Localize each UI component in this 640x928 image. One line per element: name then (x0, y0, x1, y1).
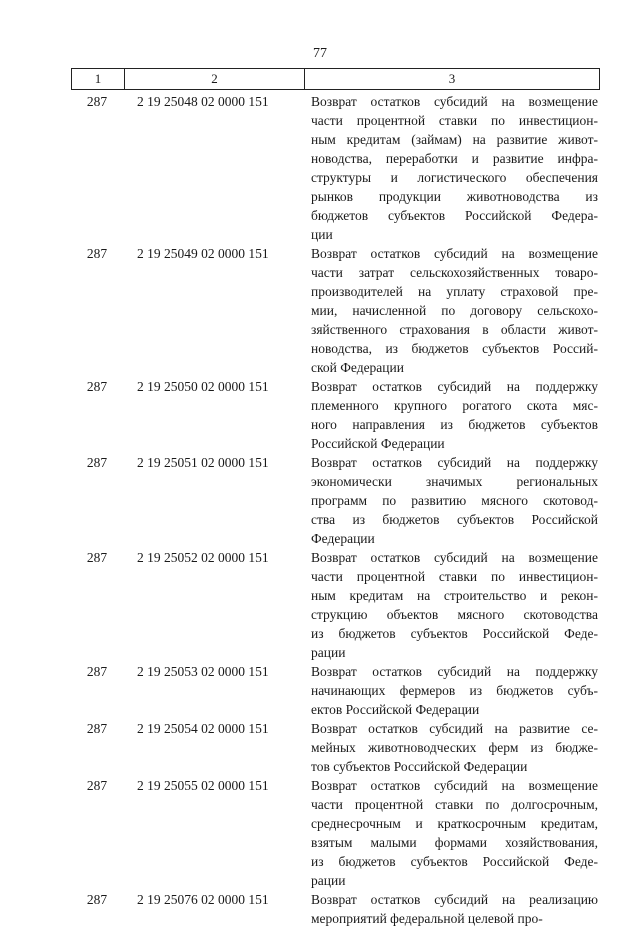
row-budget-code: 2 19 25054 02 0000 151 (137, 721, 269, 736)
row-budget-code: 2 19 25076 02 0000 151 (137, 892, 269, 907)
description-line: струкцию объектов мясного скотоводства (311, 607, 598, 622)
description-line: Федерации (311, 531, 375, 546)
description-line: из бюджетов субъектов Российской Феде- (311, 854, 598, 869)
description-line: новодства, из бюджетов субъектов Россий- (311, 341, 598, 356)
description-line: Возврат остатков субсидий на поддержку (311, 379, 598, 394)
description-line: части затрат сельскохозяйственных товаро- (311, 265, 598, 280)
row-description (311, 377, 598, 453)
description-line: новодства, переработки и развитие инфра- (311, 151, 598, 166)
row-code-1: 287 (86, 379, 108, 394)
description-line: ции (311, 227, 333, 242)
description-line: мии, начисленной по договору сельскохо- (311, 303, 598, 318)
description-line: Возврат остатков субсидий на возмещение (311, 94, 598, 109)
row-code-1: 287 (86, 778, 108, 793)
row-budget-code: 2 19 25049 02 0000 151 (137, 246, 269, 261)
table-row (71, 92, 600, 244)
description-line: ства из бюджетов субъектов Российской (311, 512, 598, 527)
row-budget-code: 2 19 25048 02 0000 151 (137, 94, 269, 109)
description-line: экономически значимых региональных (311, 474, 598, 489)
description-line: программ по развитию мясного скотовод- (311, 493, 598, 508)
description-line: мероприятий федеральной целевой про- (311, 911, 543, 926)
description-line: части процентной ставки по долгосрочным, (311, 797, 598, 812)
description-line: среднесрочным и краткосрочным кредитам, (311, 816, 598, 831)
table-row (71, 377, 600, 453)
description-line: ным кредитам (займам) на развитие живот- (311, 132, 598, 147)
description-line: части процентной ставки по инвестицион- (311, 113, 598, 128)
table-header (71, 68, 600, 90)
row-description (311, 719, 598, 776)
table-row (71, 244, 600, 377)
header-col-3: 3 (448, 71, 456, 86)
description-line: взятым малыми формами хозяйствования, (311, 835, 598, 850)
description-line: Возврат остатков субсидий на развитие се- (311, 721, 598, 736)
table-row (71, 453, 600, 548)
description-line: мейных животноводческих ферм из бюдже- (311, 740, 598, 755)
description-line: ской Федерации (311, 360, 404, 375)
description-line: Возврат остатков субсидий на поддержку (311, 455, 598, 470)
row-code-1: 287 (86, 892, 108, 907)
description-line: начинающих фермеров из бюджетов субъ- (311, 683, 598, 698)
row-code-1: 287 (86, 246, 108, 261)
table-row (71, 776, 600, 890)
row-description (311, 776, 598, 890)
description-line: зяйственного страхования в области живот- (311, 322, 598, 337)
row-code-1: 287 (86, 94, 108, 109)
row-code-1: 287 (86, 550, 108, 565)
row-budget-code: 2 19 25050 02 0000 151 (137, 379, 269, 394)
table-row (71, 719, 600, 776)
description-line: Возврат остатков субсидий на реализацию (311, 892, 598, 907)
row-description (311, 662, 598, 719)
description-line: Возврат остатков субсидий на возмещение (311, 778, 598, 793)
row-budget-code: 2 19 25055 02 0000 151 (137, 778, 269, 793)
page-number: 77 (313, 46, 327, 61)
description-line: части процентной ставки по инвестицион- (311, 569, 598, 584)
description-line: Возврат остатков субсидий на возмещение (311, 550, 598, 565)
row-budget-code: 2 19 25052 02 0000 151 (137, 550, 269, 565)
row-description (311, 92, 598, 244)
row-code-1: 287 (86, 721, 108, 736)
description-line: структуры и логистического обеспечения (311, 170, 598, 185)
row-description (311, 244, 598, 377)
row-budget-code: 2 19 25051 02 0000 151 (137, 455, 269, 470)
row-budget-code: 2 19 25053 02 0000 151 (137, 664, 269, 679)
description-line: рации (311, 645, 346, 660)
row-description (311, 548, 598, 662)
description-line: ного направления из бюджетов субъектов (311, 417, 598, 432)
description-line: рации (311, 873, 346, 888)
description-line: тов субъектов Российской Федерации (311, 759, 528, 774)
description-line: производителей на уплату страховой пре- (311, 284, 598, 299)
description-line: из бюджетов субъектов Российской Феде- (311, 626, 598, 641)
header-col-1: 1 (72, 69, 125, 89)
description-line: Российской Федерации (311, 436, 445, 451)
header-col-2: 2 (125, 69, 305, 89)
row-code-1: 287 (86, 664, 108, 679)
table-row (71, 662, 600, 719)
description-line: Возврат остатков субсидий на возмещение (311, 246, 598, 261)
description-line: ным кредитам на строительство и рекон- (311, 588, 598, 603)
description-line: рынков продукции животноводства из (311, 189, 598, 204)
table-row (71, 548, 600, 662)
row-code-1: 287 (86, 455, 108, 470)
description-line: племенного крупного рогатого скота мяс- (311, 398, 598, 413)
row-description (311, 890, 598, 928)
description-line: Возврат остатков субсидий на поддержку (311, 664, 598, 679)
table-row (71, 890, 600, 928)
description-line: ектов Российской Федерации (311, 702, 480, 717)
description-line: бюджетов субъектов Российской Федера- (311, 208, 598, 223)
row-description (311, 453, 598, 548)
